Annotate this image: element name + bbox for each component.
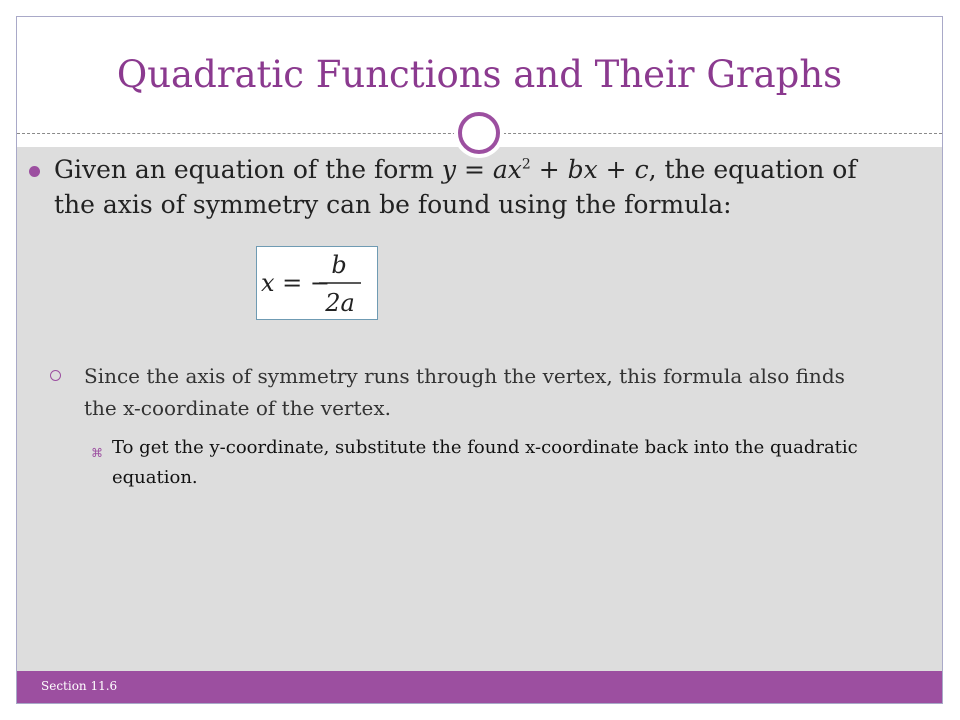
bullet-3 [91,433,882,493]
axis-of-symmetry-formula [256,246,378,320]
formula-numerator: b [331,251,347,279]
bullet-2-text: Since the axis of symmetry runs through the vertex, this formula also finds the x-coordinate of the vertex. [84,364,845,420]
footer-bar [17,671,942,703]
bullet-2 [84,360,864,424]
formula-svg [257,247,377,319]
filled-circle-bullet-icon [29,166,40,177]
ring-ornament-icon [454,108,504,158]
bullet-1-text-start: Given an equation of the form [54,155,442,184]
slide-title: Quadratic Functions and Their Graphs [116,53,843,96]
equation-lhs: y = ax [441,155,522,184]
footer-text: Section 11.6 [41,679,118,693]
formula-lhs: x = − [261,269,331,297]
bullet-3-text: To get the y-coordinate, substitute the found x-coordinate back into the quadratic equation. [112,437,858,488]
ornament-bullet-icon: ⌘ [91,446,103,460]
hollow-circle-bullet-icon [50,370,61,381]
equation-rhs: + bx + c [530,155,649,184]
formula-denominator: 2a [325,289,355,317]
ring-inner [458,112,500,154]
bullet-1 [54,152,894,222]
bullet-1-text-end: , the equation of the axis of symmetry can be found using the formula: [54,155,857,219]
equation-exponent: 2 [521,156,531,173]
